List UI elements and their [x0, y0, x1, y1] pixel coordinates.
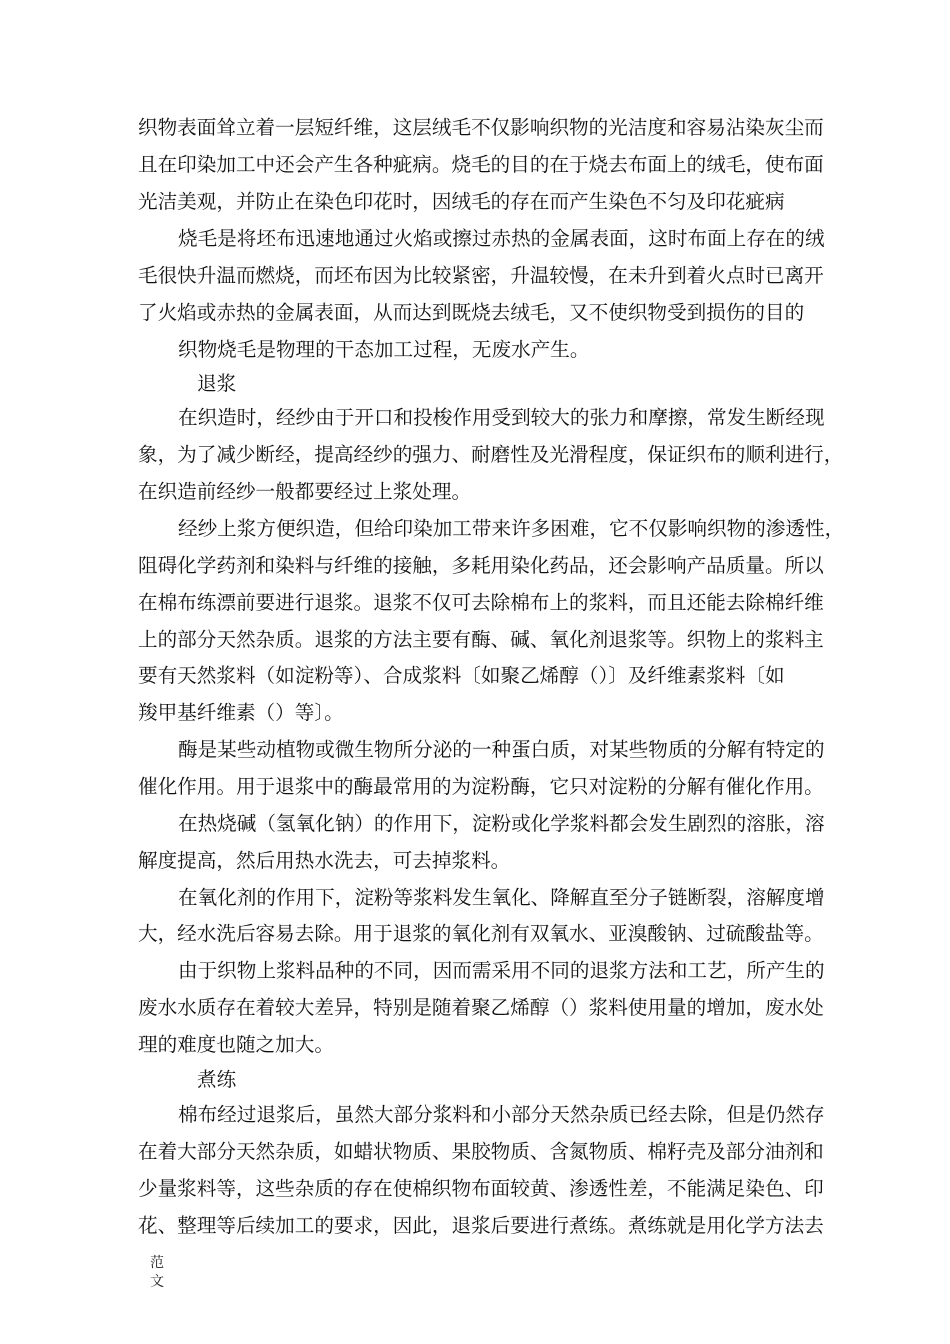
text-line: 在棉布练漂前要进行退浆。退浆不仅可去除棉布上的浆料，而且还能去除棉纤维: [138, 591, 824, 614]
text-line: 象，为了减少断经，提高经纱的强力、耐磨性及光滑程度，保证织布的顺利进行，: [138, 443, 844, 466]
text-line: 要有天然浆料（如淀粉等）、合成浆料〔如聚乙烯醇（）〕及纤维素浆料〔如: [138, 664, 785, 687]
text-line: 了火焰或赤热的金属表面，从而达到既烧去绒毛，又不使织物受到损伤的目的: [138, 301, 805, 324]
text-line: 花、整理等后续加工的要求，因此，退浆后要进行煮练。煮练就是用化学方法去: [138, 1214, 824, 1237]
text-line: 大，经水洗后容易去除。用于退浆的氧化剂有双氧水、亚溴酸钠、过硫酸盐等。: [138, 922, 824, 945]
page-footer: [150, 1254, 166, 1292]
text-line: 织物表面耸立着一层短纤维，这层绒毛不仅影响织物的光洁度和容易沾染灰尘而: [138, 116, 824, 139]
text-line: 在氧化剂的作用下，淀粉等浆料发生氧化、降解直至分子链断裂，溶解度增: [178, 886, 825, 909]
text-line: 理的难度也随之加大。: [138, 1033, 334, 1056]
text-line: 解度提高，然后用热水洗去，可去掉浆料。: [138, 849, 511, 872]
text-line: 由于织物上浆料品种的不同，因而需采用不同的退浆方法和工艺，所产生的: [178, 959, 825, 982]
text-line: 上的部分天然杂质。退浆的方法主要有酶、碱、氧化剂退浆等。织物上的浆料主: [138, 628, 824, 651]
footer-char: 文: [150, 1274, 164, 1290]
text-line: 毛很快升温而燃烧，而坯布因为比较紧密，升温较慢，在未升到着火点时已离开: [138, 264, 824, 287]
text-line: 经纱上浆方便织造，但给印染加工带来许多困难，它不仅影响织物的渗透性，: [178, 517, 845, 540]
text-line: 酶是某些动植物或微生物所分泌的一种蛋白质，对某些物质的分解有特定的: [178, 738, 825, 761]
text-line: 少量浆料等，这些杂质的存在使棉织物布面较黄、渗透性差，不能满足染色、印: [138, 1177, 824, 1200]
section-heading: 煮练: [197, 1068, 237, 1091]
text-line: 且在印染加工中还会产生各种疵病。烧毛的目的在于烧去布面上的绒毛，使布面: [138, 153, 824, 176]
text-line: 烧毛是将坯布迅速地通过火焰或擦过赤热的金属表面，这时布面上存在的绒: [178, 227, 825, 250]
footer-char: 范: [150, 1255, 164, 1271]
text-line: 光洁美观，并防止在染色印花时，因绒毛的存在而产生染色不匀及印花疵病: [138, 190, 785, 213]
text-line: 棉布经过退浆后，虽然大部分浆料和小部分天然杂质已经去除，但是仍然存: [178, 1103, 825, 1126]
text-line: 在热烧碱（氢氧化钠）的作用下，淀粉或化学浆料都会发生剧烈的溶胀，溶: [178, 812, 825, 835]
section-heading: 退浆: [197, 372, 237, 395]
text-line: 在着大部分天然杂质，如蜡状物质、果胶物质、含氮物质、棉籽壳及部分油剂和: [138, 1140, 824, 1163]
text-line: 织物烧毛是物理的干态加工过程，无废水产生。: [178, 338, 590, 361]
text-line: 在织造时，经纱由于开口和投梭作用受到较大的张力和摩擦，常发生断经现: [178, 406, 825, 429]
text-line: 阻碍化学药剂和染料与纤维的接触，多耗用染化药品，还会影响产品质量。所以: [138, 554, 824, 577]
text-line: 废水水质存在着较大差异，特别是随着聚乙烯醇（）浆料使用量的增加，废水处: [138, 996, 824, 1019]
text-line: 催化作用。用于退浆中的酶最常用的为淀粉酶，它只对淀粉的分解有催化作用。: [138, 775, 824, 798]
text-line: 羧甲基纤维素（）等〕。: [138, 701, 344, 724]
text-line: 在织造前经纱一般都要经过上浆处理。: [138, 480, 472, 503]
